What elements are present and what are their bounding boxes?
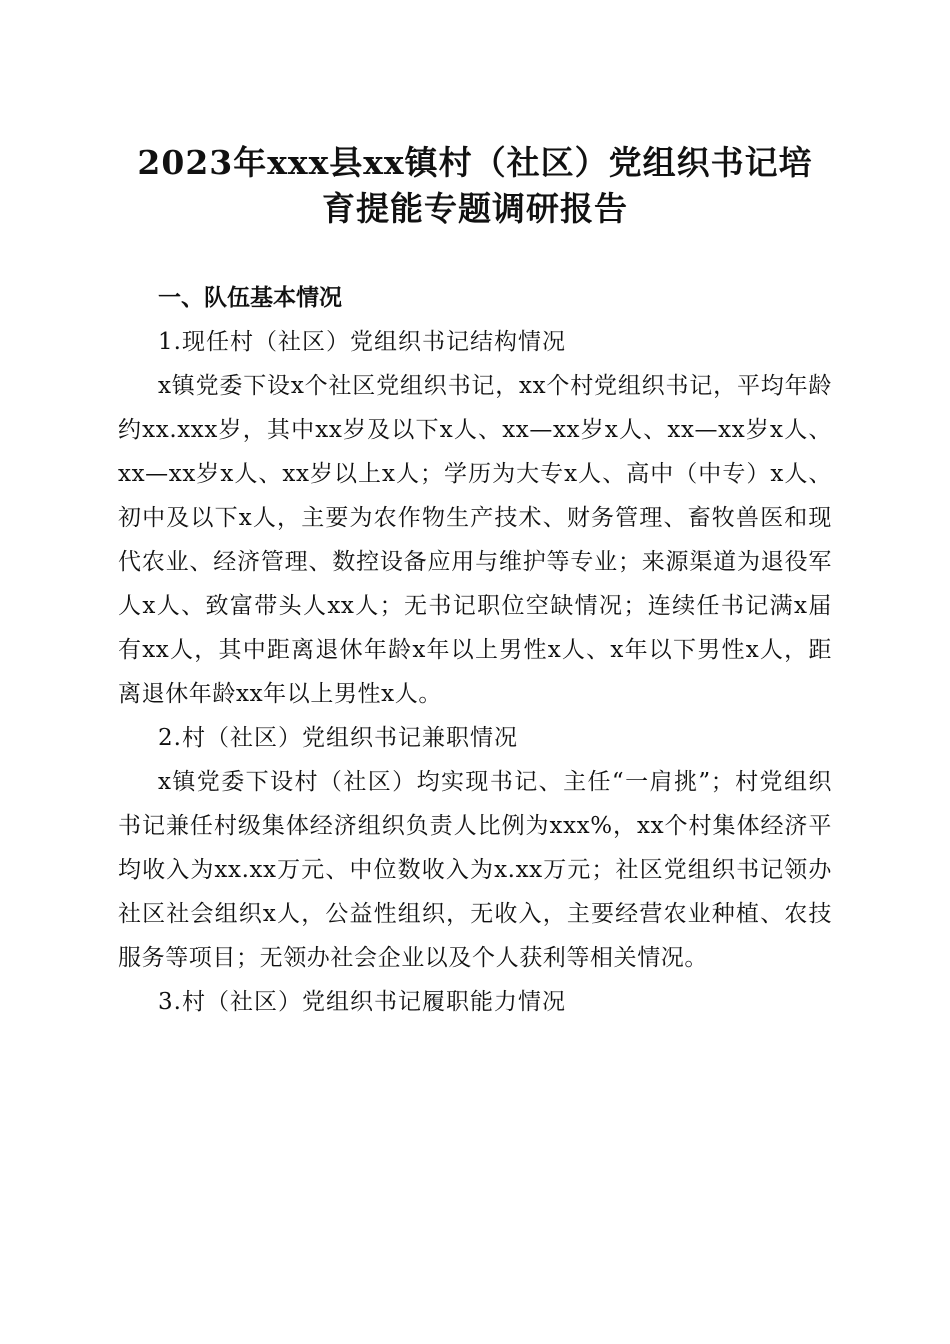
subsection-heading-1: 1.现任村（社区）党组织书记结构情况 bbox=[158, 329, 566, 355]
paragraph-1: x镇党委下设x个社区党组织书记，xx个村党组织书记，平均年龄约xx.xxx岁，其中xx岁及以下x人、xx—xx岁x人、xx—xx岁x人、xx—xx岁x人、xx岁以上x人；学历为大专x人、高中（中专）x人、初中及以下x人，主要为农作物生产技术、财务管理、畜牧兽医和现代农业、经济管理、数控设备应用与维护等专业；来源渠道为退役军人x人、致富带头人xx人；无书记职位空缺情况；连续任书记满x届有xx人，其中距离退休年龄x年以上男性x人、x年以下男性x人，距离退休年龄xx年以上男性x人。 bbox=[118, 373, 832, 707]
paragraph-2: x镇党委下设村（社区）均实现书记、主任“一肩挑”；村党组织书记兼任村级集体经济组织负责人比例为xxx%，xx个村集体经济平均收入为xx.xx万元、中位数收入为x.xx万元；社区党组织书记领办社区社会组织x人，公益性组织，无收入，主要经营农业种植、农技服务等项目；无领办社会企业以及个人获利等相关情况。 bbox=[118, 769, 832, 971]
title-line-1: 2023年xxx县xx镇村（社区）党组织书记培 bbox=[137, 143, 813, 182]
subsection-heading-2: 2.村（社区）党组织书记兼职情况 bbox=[158, 725, 518, 751]
title-line-2: 育提能专题调研报告 bbox=[322, 189, 628, 228]
document-body bbox=[118, 276, 832, 1024]
document-title bbox=[100, 140, 850, 232]
section-heading: 一、队伍基本情况 bbox=[158, 285, 342, 311]
subsection-heading-3: 3.村（社区）党组织书记履职能力情况 bbox=[158, 989, 566, 1015]
